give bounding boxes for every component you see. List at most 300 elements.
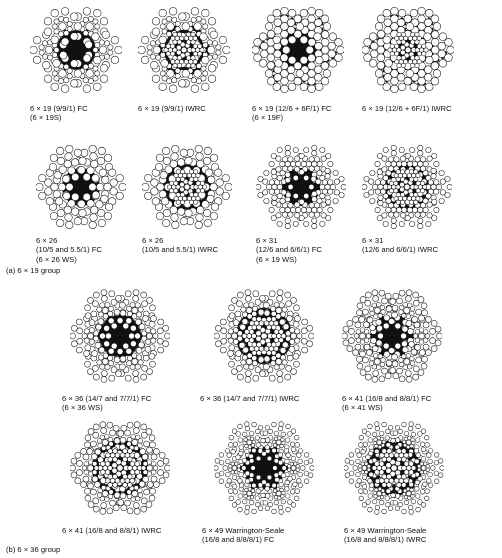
wire: [101, 485, 106, 490]
wire: [191, 7, 199, 15]
wire: [348, 328, 354, 334]
wire: [379, 500, 384, 505]
wire: [92, 470, 97, 475]
wire: [377, 15, 385, 23]
wire: [195, 221, 203, 229]
wire: [287, 500, 292, 505]
wire: [361, 462, 365, 466]
wire: [130, 478, 135, 483]
wire: [36, 183, 43, 191]
wire: [391, 465, 397, 471]
wire: [239, 342, 245, 348]
wire: [406, 440, 411, 445]
wire: [169, 7, 177, 15]
wire: [180, 149, 188, 157]
wire: [438, 473, 443, 478]
wire: [119, 302, 125, 308]
wire: [285, 292, 291, 298]
wire: [237, 464, 241, 468]
wire: [304, 453, 309, 458]
wire: [162, 29, 167, 34]
wire: [374, 307, 380, 313]
wire: [254, 321, 259, 326]
wire: [175, 68, 180, 73]
wire: [375, 70, 383, 78]
wire: [201, 83, 209, 91]
wire: [321, 202, 326, 207]
wire: [50, 154, 58, 162]
wire: [398, 173, 402, 177]
wire: [323, 23, 331, 31]
wire: [229, 361, 235, 367]
wire: [304, 479, 309, 484]
wire: [92, 33, 100, 41]
wire: [280, 444, 284, 448]
wire: [44, 28, 52, 36]
wire: [287, 432, 292, 437]
wire: [428, 483, 433, 488]
wire: [246, 359, 252, 365]
wire: [272, 195, 277, 200]
wire: [278, 436, 282, 440]
wire: [279, 482, 284, 487]
rope-caption: [200, 394, 340, 403]
wire: [261, 493, 266, 498]
wire: [399, 310, 404, 315]
wire: [298, 449, 303, 454]
wire: [418, 85, 426, 93]
wire: [386, 161, 391, 166]
wire: [256, 456, 261, 461]
wire: [273, 36, 281, 44]
wire: [370, 50, 378, 58]
wire: [333, 198, 338, 203]
wire: [368, 190, 373, 195]
wire: [54, 47, 59, 52]
wire: [269, 161, 274, 166]
wire: [268, 502, 273, 507]
wire: [397, 19, 405, 27]
rope-6x19-iwrc: [138, 4, 260, 113]
wire: [182, 70, 190, 78]
wire: [120, 437, 126, 443]
wire: [439, 59, 447, 67]
wire: [425, 489, 430, 494]
wire: [385, 59, 393, 67]
wire: [278, 453, 283, 458]
wire: [290, 489, 295, 494]
wire: [381, 489, 385, 493]
wire: [119, 364, 125, 370]
wire: [368, 479, 373, 484]
wire: [194, 70, 202, 78]
wire: [198, 185, 202, 189]
wire: [368, 438, 373, 443]
wire: [42, 61, 50, 69]
wire: [384, 74, 392, 82]
wire: [306, 46, 314, 54]
wire: [288, 184, 293, 189]
wire: [391, 77, 399, 85]
wire: [430, 466, 435, 471]
wire: [162, 19, 167, 24]
wire: [307, 325, 313, 331]
caption-line: (16/8 and 8/8/8/1) FC: [202, 535, 275, 545]
wire: [404, 500, 409, 505]
wire: [424, 66, 432, 74]
wire: [434, 207, 439, 212]
wire: [285, 438, 290, 443]
wire: [277, 221, 282, 226]
wire: [151, 461, 156, 466]
wire: [66, 183, 74, 191]
wire: [158, 460, 164, 466]
wire: [408, 341, 414, 347]
wire: [170, 160, 178, 168]
wire: [391, 151, 396, 156]
wire: [242, 355, 247, 360]
wire: [161, 59, 169, 67]
wire: [153, 466, 158, 471]
wire: [159, 83, 167, 91]
wire: [423, 344, 429, 350]
wire: [193, 60, 197, 64]
wire: [440, 179, 445, 184]
wire: [372, 376, 378, 382]
wire: [89, 183, 97, 191]
wire: [249, 473, 254, 478]
wire: [161, 198, 169, 206]
wire: [142, 301, 148, 307]
wire: [399, 290, 405, 296]
wire: [390, 368, 396, 374]
wire: [58, 78, 63, 83]
wire: [134, 446, 139, 451]
wire: [377, 333, 383, 339]
wire: [92, 461, 97, 466]
wire: [307, 341, 313, 347]
wire: [249, 459, 254, 464]
wire: [418, 185, 422, 189]
wire: [252, 422, 257, 427]
wire: [420, 442, 425, 447]
wire: [281, 473, 286, 478]
wire: [402, 347, 408, 353]
wire: [369, 59, 377, 67]
wire: [422, 356, 428, 362]
wire: [328, 161, 333, 166]
wire: [383, 147, 388, 152]
wire: [117, 465, 123, 471]
wire: [308, 23, 316, 31]
wire: [125, 291, 131, 297]
wire: [356, 356, 362, 362]
wire: [431, 15, 439, 23]
wire: [93, 374, 99, 380]
wire: [107, 422, 113, 428]
wire: [294, 167, 299, 172]
wire: [93, 76, 98, 81]
wire: [132, 439, 138, 445]
wire: [91, 206, 99, 214]
wire: [272, 492, 276, 496]
wire: [178, 173, 182, 177]
wire: [426, 221, 431, 226]
wire: [404, 15, 412, 23]
wire: [93, 292, 99, 298]
wire: [83, 85, 91, 93]
wire: [157, 328, 163, 334]
wire: [386, 443, 391, 448]
wire: [397, 74, 405, 82]
wire: [88, 333, 94, 339]
wire: [386, 306, 392, 312]
wire: [427, 156, 432, 161]
wire: [111, 56, 119, 64]
wire: [392, 354, 398, 360]
wire: [382, 298, 388, 304]
wire: [406, 320, 412, 326]
wire: [394, 173, 398, 177]
wire: [277, 175, 282, 180]
wire: [229, 489, 234, 494]
wire: [68, 167, 76, 175]
caption-line: (6 × 19 WS): [256, 254, 297, 264]
wire: [264, 310, 270, 316]
wire: [407, 161, 412, 166]
wire: [152, 28, 160, 36]
wire: [249, 321, 254, 326]
wire: [220, 347, 226, 353]
wire: [294, 213, 299, 218]
wire: [440, 190, 445, 195]
wire: [274, 431, 279, 436]
wire: [400, 213, 405, 218]
wire: [356, 459, 361, 464]
wire: [97, 360, 102, 365]
wire: [149, 305, 155, 311]
wire: [411, 349, 417, 355]
wire: [79, 209, 87, 217]
wire: [265, 438, 270, 443]
wire: [232, 484, 237, 489]
wire: [285, 494, 290, 499]
wire: [310, 466, 314, 471]
wire: [142, 454, 148, 460]
wire: [267, 77, 275, 85]
wire: [398, 429, 403, 434]
wire: [108, 437, 113, 442]
wire: [215, 341, 221, 347]
wire: [419, 328, 424, 333]
wire: [294, 202, 299, 207]
wire: [424, 435, 429, 440]
wire: [241, 466, 246, 471]
wire: [114, 309, 120, 315]
wire: [143, 470, 148, 475]
wire: [228, 468, 232, 472]
wire: [418, 207, 423, 212]
wire: [382, 509, 387, 514]
wire: [274, 437, 278, 441]
wire: [413, 292, 419, 298]
wire: [105, 453, 110, 458]
wire: [416, 196, 420, 200]
wire: [210, 31, 218, 39]
wire: [276, 334, 281, 339]
wire: [184, 184, 190, 190]
wire: [255, 429, 260, 434]
wire: [83, 7, 91, 15]
rope-caption: [362, 236, 484, 255]
wire: [177, 208, 185, 216]
wire: [100, 75, 108, 83]
wire: [219, 453, 224, 458]
wire: [404, 478, 409, 483]
wire: [67, 68, 72, 73]
wire: [191, 196, 195, 200]
wire: [374, 359, 380, 365]
rope-caption: [252, 104, 374, 123]
wire: [409, 422, 414, 427]
caption-line: 6 × 31: [256, 236, 278, 245]
wire: [295, 338, 300, 343]
wire: [265, 445, 270, 450]
wire: [245, 449, 250, 454]
wire: [252, 448, 257, 453]
wire: [415, 480, 420, 485]
wire: [256, 443, 261, 448]
wire: [378, 200, 383, 205]
wire: [172, 185, 176, 189]
wire: [172, 78, 177, 83]
wire: [312, 207, 317, 212]
wire: [100, 17, 108, 25]
wire: [317, 207, 322, 212]
wire: [402, 326, 408, 332]
wire: [238, 451, 243, 456]
wire: [101, 176, 109, 184]
wire: [82, 466, 87, 471]
wire: [402, 492, 406, 496]
wire: [278, 426, 283, 431]
wire: [384, 19, 392, 27]
wire: [172, 221, 180, 229]
wire: [428, 449, 433, 454]
wire: [92, 365, 98, 371]
wire: [304, 471, 309, 476]
wire: [153, 46, 161, 54]
rope-6x36-fc: [62, 286, 202, 413]
wire: [440, 466, 444, 471]
wire: [33, 56, 41, 64]
wire: [391, 438, 396, 443]
wire: [127, 494, 132, 499]
wire: [277, 296, 283, 302]
wire: [104, 325, 110, 331]
wire: [431, 184, 436, 189]
wire: [145, 346, 151, 352]
wire: [273, 443, 277, 447]
wire: [365, 366, 371, 372]
wire: [93, 424, 99, 430]
wire: [216, 45, 221, 50]
wire: [383, 343, 389, 349]
wire: [355, 322, 361, 328]
wire: [284, 449, 289, 454]
wire: [370, 170, 375, 175]
wire: [88, 465, 94, 471]
wire: [141, 36, 149, 44]
wire: [362, 309, 368, 315]
rope-6x19f-fc: [252, 4, 374, 123]
rope-6x26-iwrc: [142, 142, 264, 255]
wire: [413, 300, 419, 306]
wire: [404, 77, 412, 85]
wire: [245, 426, 250, 431]
wire: [229, 435, 234, 440]
wire: [84, 470, 89, 475]
wire: [107, 508, 113, 514]
wire: [95, 449, 101, 455]
wire: [274, 50, 282, 58]
wire: [415, 329, 420, 334]
wire: [207, 46, 215, 54]
wire: [366, 500, 371, 505]
wire: [163, 341, 169, 347]
wire: [308, 333, 314, 339]
caption-line: (10/5 and 5.5/1) FC: [36, 245, 102, 255]
wire: [300, 9, 308, 17]
wire: [70, 60, 78, 68]
wire: [356, 310, 362, 316]
wire: [259, 33, 267, 41]
wire: [151, 476, 157, 482]
wire: [403, 443, 407, 447]
wire: [150, 41, 155, 46]
wire: [431, 38, 439, 46]
wire: [349, 479, 354, 484]
wire: [418, 218, 423, 223]
wire: [356, 338, 361, 343]
wire: [308, 85, 316, 93]
wire: [215, 459, 220, 464]
wire: [256, 336, 261, 341]
wire: [320, 221, 325, 226]
wire: [364, 344, 370, 350]
wire: [238, 507, 243, 512]
wire: [242, 432, 247, 437]
wire: [95, 71, 100, 76]
wire: [201, 66, 206, 71]
wire: [276, 440, 281, 445]
wire: [212, 54, 217, 59]
wire: [423, 338, 428, 343]
wire: [147, 472, 152, 477]
wire: [92, 476, 98, 482]
wire: [83, 193, 91, 201]
wire: [101, 370, 107, 376]
wire: [269, 375, 275, 381]
wire: [384, 26, 392, 34]
wire: [93, 47, 98, 52]
wire: [204, 219, 212, 227]
group-label-b: (b) 6 × 36 group: [6, 545, 61, 554]
wire: [406, 491, 411, 496]
wire: [375, 488, 379, 492]
wire: [359, 489, 364, 494]
wire: [403, 302, 408, 307]
